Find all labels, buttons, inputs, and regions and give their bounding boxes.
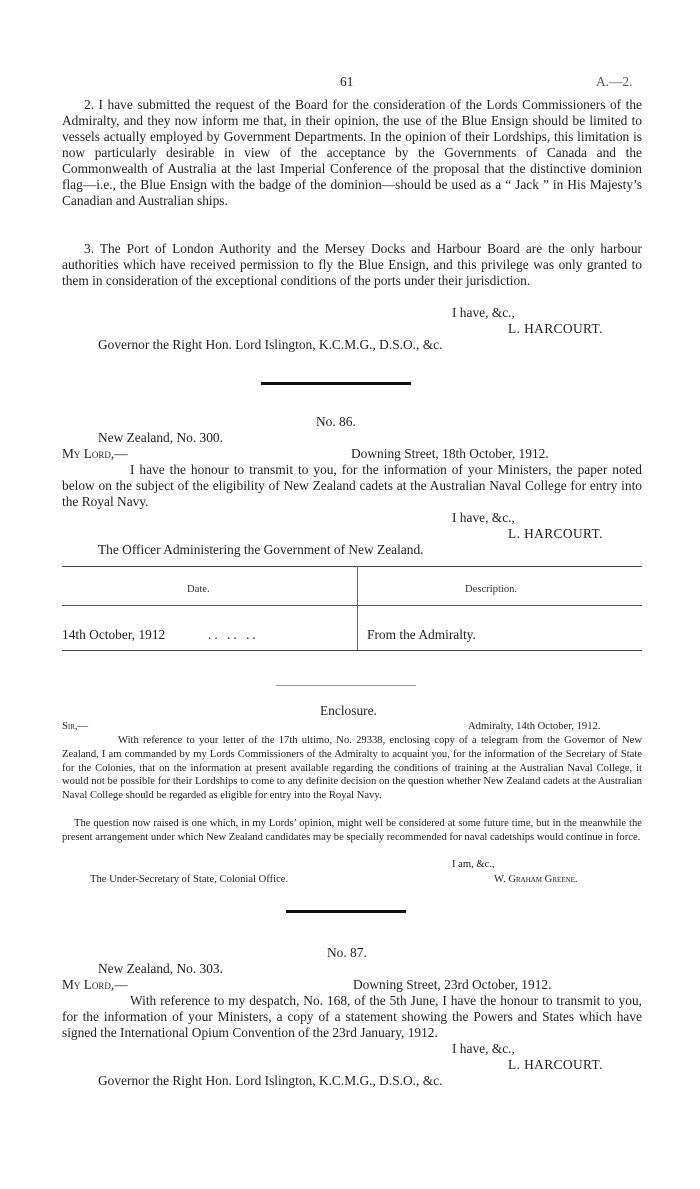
- paragraph-3: [62, 241, 642, 289]
- closing: I have, &c.,: [452, 1041, 515, 1056]
- row-date: 14th October, 1912: [62, 627, 166, 642]
- despatch-body: With reference to my despatch, No. 168, of the 5th June, I have the honour to transmit to you, for the information of your Ministers, a copy of a statement showing the Powers and States which have signed the International Opium Convention of the 23rd January, 1912.: [62, 993, 642, 1040]
- despatch-series: New Zealand, No. 300.: [98, 430, 223, 445]
- despatch-number: No. 86.: [316, 414, 356, 429]
- paragraph-text: I have submitted the request of the Board for the consideration of the Lords Commissioners of the Admiralty, and they now inform me that, in their opinion, the use of the Blue Ensign should be limited to vessels actually employed by Government Departments. In the opinion of their Lordships, this limitation is now particularly desirable in view of the acceptance by the Governments of Canada and the Commonwealth of Australia at the last Imperial Conference of the proposal that the distinctive dominion flag—i.e., the Blue Ensign with the badge of the dominion—should be used as a “ Jack ” in His Majesty’s Canadian and Australian ships.: [62, 97, 642, 208]
- section-divider: [286, 910, 406, 913]
- closing: I am, &c.,: [452, 859, 495, 870]
- section-divider: [261, 382, 411, 385]
- salutation: My Lord,—: [62, 977, 128, 992]
- salutation: My Lord,—: [62, 446, 128, 461]
- paragraph-number: 2.: [84, 97, 95, 112]
- enclosure-paragraph: The question now raised is one which, in my Lords’ opinion, might well be considered at some future time, but in the meanwhile the present arrangement under which New Zealand candidates may be specially recommended for naval cadetships would continue in force.: [62, 818, 642, 843]
- enclosure-paragraph: With reference to your letter of the 17th ultimo, No. 29338, enclosing copy of a telegram from the Governor of New Zealand, I am commanded by my Lords Commissioners of the Admiralty to acquaint you, for the information of the Secretary of State for the Colonies, that on the information at present available regarding the conditions of training at the Australian Naval College, it would not be possible for their Lordships to come to any definite decision on the question whether New Zealand cadets at the Australian Naval College should be regarded as eligible for entry into the Royal Navy.: [62, 735, 642, 802]
- addressee: The Officer Administering the Government of New Zealand.: [98, 542, 424, 557]
- row-description: From the Admiralty.: [367, 627, 476, 642]
- table-top-rule: [62, 566, 642, 567]
- addressee: Governor the Right Hon. Lord Islington, K.C.M.G., D.S.O., &c.: [98, 337, 443, 352]
- header-rule: [62, 605, 642, 606]
- signature: W. Graham Greene.: [494, 874, 578, 885]
- paragraph-number: 3.: [84, 241, 95, 256]
- column-divider: [357, 566, 358, 651]
- page-number: 61: [340, 74, 354, 89]
- place-date: Admiralty, 14th October, 1912.: [468, 721, 601, 732]
- paragraph-text: The Port of London Authority and the Mersey Docks and Harbour Board are the only harbour authorities which have received permission to fly the Blue Ensign, and this privilege was only granted to them in consideration of the exceptional conditions of the ports under their jurisdiction.: [62, 241, 642, 288]
- place-date: Downing Street, 18th October, 1912.: [351, 446, 549, 461]
- table-bottom-rule: [62, 650, 642, 651]
- place-date: Downing Street, 23rd October, 1912.: [353, 977, 552, 992]
- enclosure-heading: Enclosure.: [320, 703, 377, 718]
- addressee: The Under-Secretary of State, Colonial Office.: [90, 874, 289, 885]
- enclosure-divider: [276, 685, 416, 686]
- despatch-number: No. 87.: [327, 945, 367, 960]
- addressee: Governor the Right Hon. Lord Islington, K.C.M.G., D.S.O., &c.: [98, 1073, 443, 1088]
- column-header-description: Description.: [465, 584, 518, 595]
- signature: L. HARCOURT.: [508, 526, 603, 541]
- salutation: Sir,—: [62, 721, 89, 732]
- section-ref: A.—2.: [596, 74, 633, 89]
- row-leader: .. .. ..: [208, 627, 259, 642]
- despatch-series: New Zealand, No. 303.: [98, 961, 223, 976]
- closing: I have, &c.,: [452, 305, 515, 320]
- column-header-date: Date.: [187, 584, 210, 595]
- signature: L. HARCOURT.: [508, 321, 603, 336]
- despatch-body: I have the honour to transmit to you, for the information of your Ministers, the paper noted below on the subject of the eligibility of New Zealand cadets at the Australian Naval College for entry into the Royal Navy.: [62, 462, 642, 509]
- signature: L. HARCOURT.: [508, 1057, 603, 1072]
- closing: I have, &c.,: [452, 510, 515, 525]
- paragraph-2: [62, 97, 642, 209]
